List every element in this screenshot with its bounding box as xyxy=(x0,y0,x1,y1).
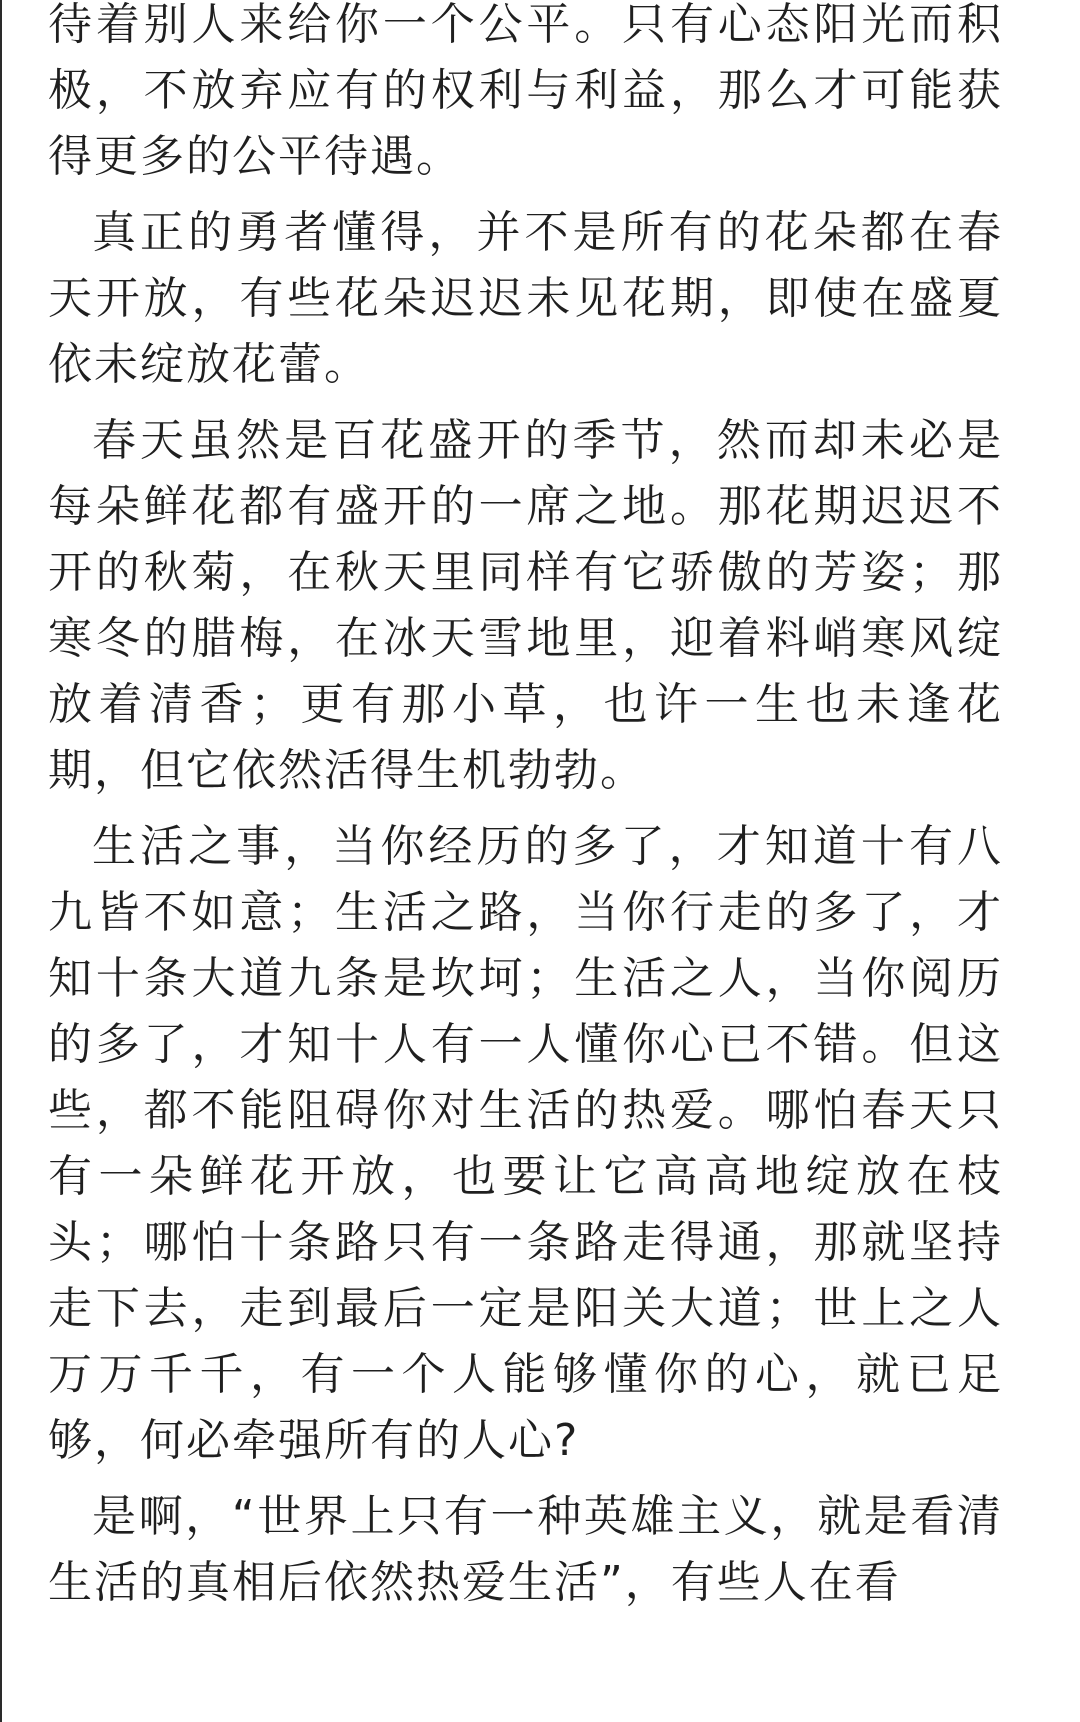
paragraph: 真正的勇者懂得，并不是所有的花朵都在春天开放，有些花朵迟迟未见花期，即使在盛夏依未绽放花蕾。 xyxy=(48,207,1003,390)
paragraph-continued: 待着别人来给你一个公平。只有心态阳光而积极，不放弃应有的权利与利益，那么才可能获得更多的公平待遇。 xyxy=(48,0,1003,182)
page-edge-divider xyxy=(0,0,2,1722)
article-body xyxy=(48,0,1003,1626)
paragraph: 是啊，“世界上只有一种英雄主义，就是看清生活的真相后依然热爱生活”，有些人在看 xyxy=(48,1491,1003,1608)
paragraph: 春天虽然是百花盛开的季节，然而却未必是每朵鲜花都有盛开的一席之地。那花期迟迟不开的秋菊，在秋天里同样有它骄傲的芳姿；那寒冬的腊梅，在冰天雪地里，迎着料峭寒风绽放着清香；更有那小草，也许一生也未逢花期，但它依然活得生机勃勃。 xyxy=(48,415,1003,796)
paragraph: 生活之事，当你经历的多了，才知道十有八九皆不如意；生活之路，当你行走的多了，才知十条大道九条是坎坷；生活之人，当你阅历的多了，才知十人有一人懂你心已不错。但这些，都不能阻碍你对生活的热爱。哪怕春天只有一朵鲜花开放，也要让它高高地绽放在枝头；哪怕十条路只有一条路走得通，那就坚持走下去，走到最后一定是阳关大道；世上之人万万千千，有一个人能够懂你的心，就已足够，何必牵强所有的人心? xyxy=(48,821,1003,1466)
